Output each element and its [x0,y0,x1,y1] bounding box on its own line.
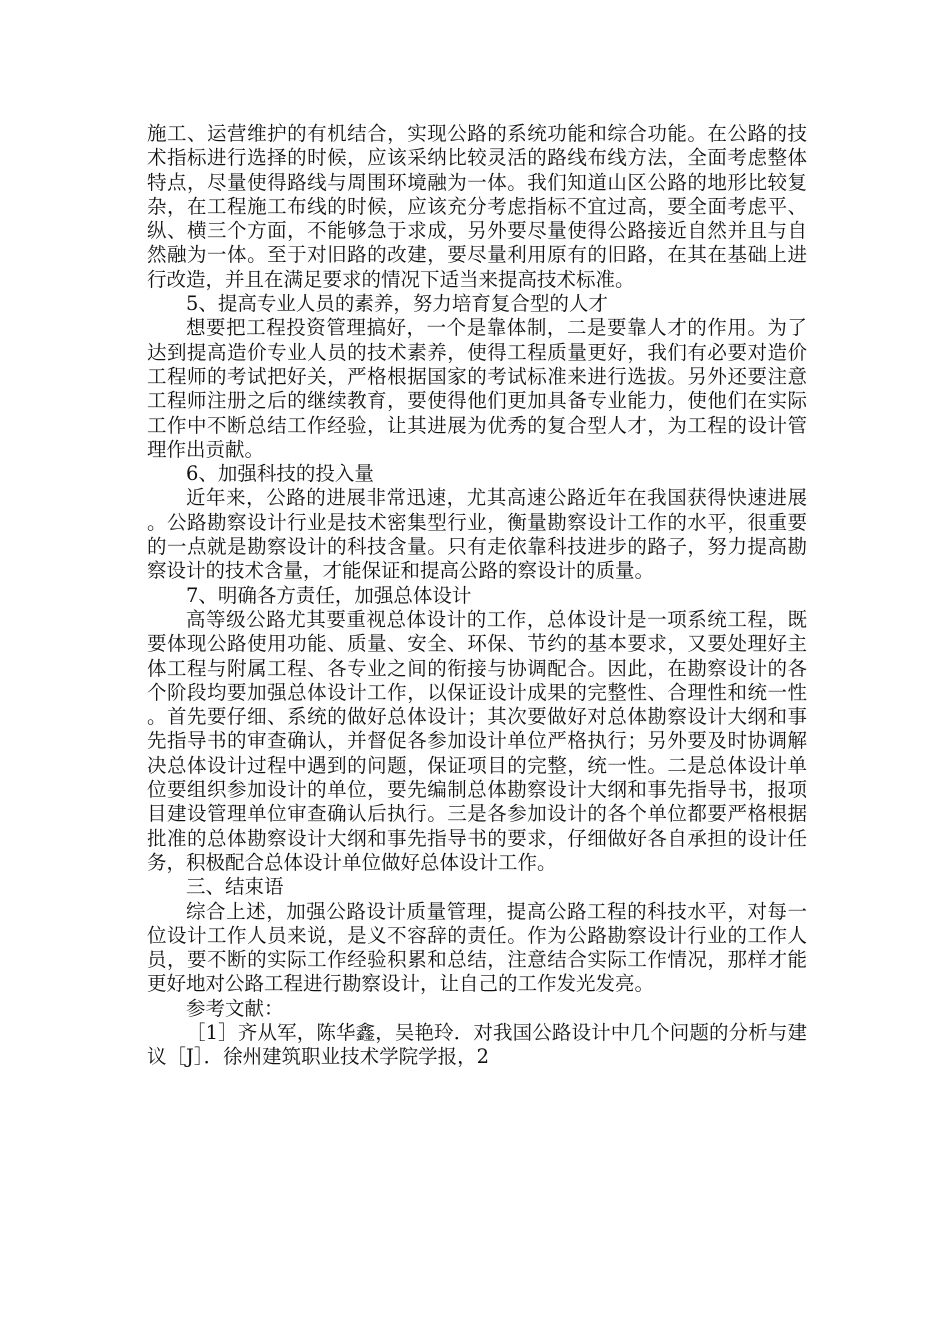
section-heading: 5、提高专业人员的素养，努力培育复合型的人才 [186,292,608,316]
document-page [147,122,807,1070]
section-heading: 三、结束语 [186,875,284,899]
body-paragraph: 高等级公路尤其要重视总体设计的工作，总体设计是一项系统工程，既要体现公路使用功能、质量、安全、环保、节约的基本要求，又要处理好主体工程与附属工程、各专业之间的衔接与协调配合。因此，在勘察设计的各个阶段均要加强总体设计工作，以保证设计成果的完整性、合理性和统一性。首先要仔细、系统的做好总体设计；其次要做好对总体勘察设计大纲和事先指导书的审查确认，并督促各参加设计单位严格执行；另外要及时协调解决总体设计过程中遇到的问题，保证项目的完整，统一性。二是总体设计单位要组织参加设计的单位，要先编制总体勘察设计大纲和事先指导书，报项目建设管理单位审查确认后执行。三是各参加设计的各个单位都要严格根据批准的总体勘察设计大纲和事先指导书的要求，仔细做好各自承担的设计任务，积极配合总体设计单位做好总体设计工作。 [147,607,807,874]
section-heading: 6、加强科技的投入量 [186,462,374,486]
reference-item: ［1］齐从军，陈华鑫，吴艳玲．对我国公路设计中几个问题的分析与建议［J］．徐州建筑职业技术学院学报，2 [147,1020,807,1069]
body-paragraph: 近年来，公路的进展非常迅速，尤其高速公路近年在我国获得快速进展。公路勘察设计行业是技术密集型行业，衡量勘察设计工作的水平，很重要的一点就是勘察设计的科技含量。只有走依靠科技进步的路子，努力提高勘察设计的技术含量，才能保证和提高公路的察设计的质量。 [147,486,807,583]
body-paragraph: 施工、运营维护的有机结合，实现公路的系统功能和综合功能。在公路的技术指标进行选择的时候，应该采纳比较灵活的路线布线方法，全面考虑整体特点，尽量使得路线与周围环境融为一体。我们知道山区公路的地形比较复杂，在工程施工布线的时候，应该充分考虑指标不宜过高，要全面考虑平、纵、横三个方面，不能够急于求成，另外要尽量使得公路接近自然并且与自然融为一体。至于对旧路的改建，要尽量利用原有的旧路，在其在基础上进行改造，并且在满足要求的情况下适当来提高技术标准。 [147,122,807,291]
body-paragraph: 想要把工程投资管理搞好，一个是靠体制，二是要靠人才的作用。为了达到提高造价专业人员的技术素养，使得工程质量更好，我们有必要对造价工程师的考试把好关，严格根据国家的考试标准来进行选拔。另外还要注意工程师注册之后的继续教育，要使得他们更加具备专业能力，使他们在实际工作中不断总结工作经验，让其进展为优秀的复合型人才，为工程的设计管理作出贡献。 [147,316,807,461]
references-heading: 参考文献： [186,996,284,1020]
section-heading: 7、明确各方责任，加强总体设计 [186,583,472,607]
body-paragraph: 综合上述，加强公路设计质量管理，提高公路工程的科技水平，对每一位设计工作人员来说，是义不容辞的责任。作为公路勘察设计行业的工作人员，要不断的实际工作经验积累和总结，注意结合实际工作情况，那样才能更好地对公路工程进行勘察设计，让自己的工作发光发亮。 [147,899,807,996]
